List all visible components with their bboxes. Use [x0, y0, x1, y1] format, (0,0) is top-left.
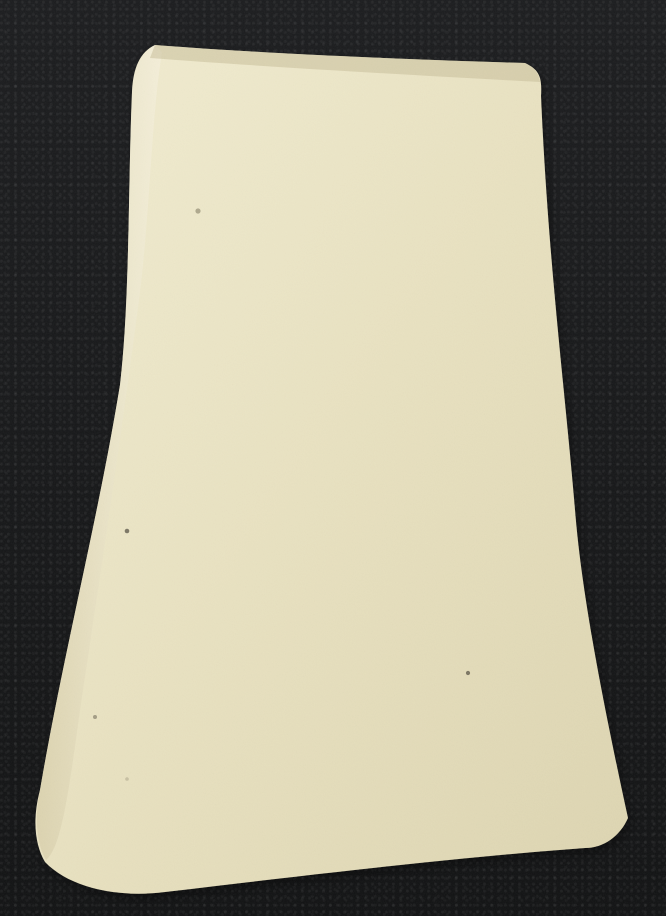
small-speck-5: [125, 777, 129, 781]
small-speck-2: [125, 529, 130, 534]
ceramic-grain-overlay: [35, 40, 635, 900]
small-speck-1: [195, 208, 200, 213]
small-speck-4: [93, 715, 97, 719]
small-speck-3: [466, 671, 470, 675]
